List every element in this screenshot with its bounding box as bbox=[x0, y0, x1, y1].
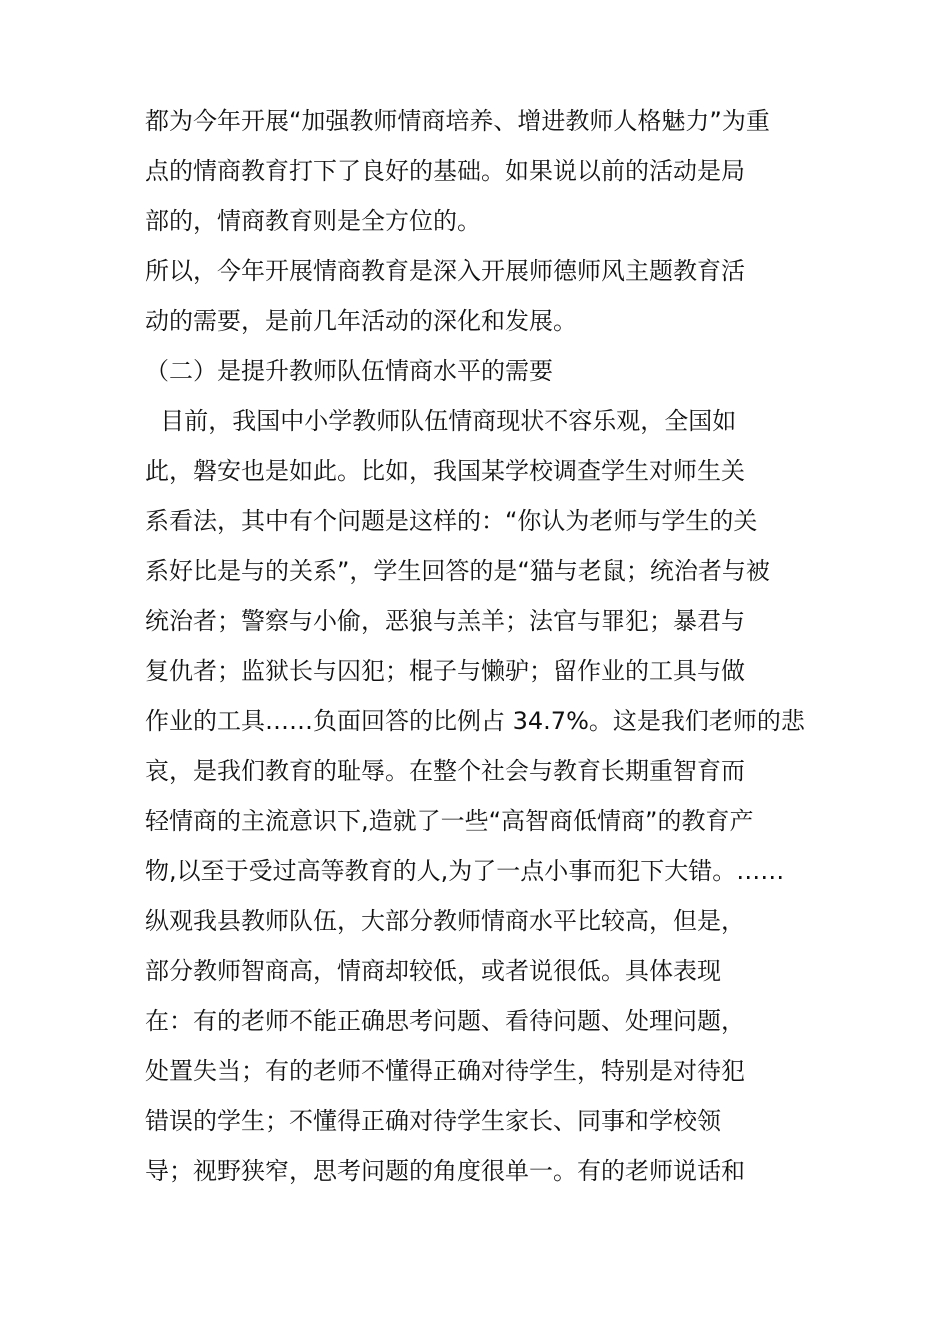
text-line: 系看法，其中有个问题是这样的：“你认为老师与学生的关 bbox=[145, 507, 758, 535]
text-line: 部的，情商教育则是全方位的。 bbox=[145, 207, 481, 235]
text-line: 在：有的老师不能正确思考问题、看待问题、处理问题， bbox=[145, 1007, 745, 1035]
text-line: 处置失当；有的老师不懂得正确对待学生，特别是对待犯 bbox=[145, 1057, 745, 1085]
text-line: 错误的学生；不懂得正确对待学生家长、同事和学校领 bbox=[145, 1107, 721, 1135]
text-line: 系好比是与的关系”，学生回答的是“猫与老鼠；统治者与被 bbox=[145, 557, 770, 585]
text-line: 部分教师智商高，情商却较低，或者说很低。具体表现 bbox=[145, 957, 721, 985]
text-line: 哀，是我们教育的耻辱。在整个社会与教育长期重智育而 bbox=[145, 757, 745, 785]
text-line: 轻情商的主流意识下,造就了一些“高智商低情商”的教育产 bbox=[145, 807, 754, 835]
text-line: 统治者；警察与小偷，恶狼与羔羊；法官与罪犯；暴君与 bbox=[145, 607, 745, 635]
text-line: 目前，我国中小学教师队伍情商现状不容乐观，全国如 bbox=[145, 407, 737, 435]
text-line: 所以，今年开展情商教育是深入开展师德师风主题教育活 bbox=[145, 257, 745, 285]
text-line: 纵观我县教师队伍，大部分教师情商水平比较高，但是， bbox=[145, 907, 745, 935]
text-line: 作业的工具……负面回答的比例占 34.7%。这是我们老师的悲 bbox=[145, 707, 805, 735]
text-line: 都为今年开展“加强教师情商培养、增进教师人格魅力”为重 bbox=[145, 107, 770, 135]
text-line: 复仇者；监狱长与囚犯；棍子与懒驴；留作业的工具与做 bbox=[145, 657, 745, 685]
section-heading: （二）是提升教师队伍情商水平的需要 bbox=[145, 357, 553, 385]
text-line: 点的情商教育打下了良好的基础。如果说以前的活动是局 bbox=[145, 157, 745, 185]
body-text bbox=[145, 96, 845, 1196]
text-line: 物,以至于受过高等教育的人,为了一点小事而犯下大错。…… bbox=[145, 857, 785, 885]
text-line: 动的需要，是前几年活动的深化和发展。 bbox=[145, 307, 577, 335]
text-line: 导；视野狭窄，思考问题的角度很单一。有的老师说话和 bbox=[145, 1157, 745, 1185]
text-line: 此，磐安也是如此。比如，我国某学校调查学生对师生关 bbox=[145, 457, 745, 485]
